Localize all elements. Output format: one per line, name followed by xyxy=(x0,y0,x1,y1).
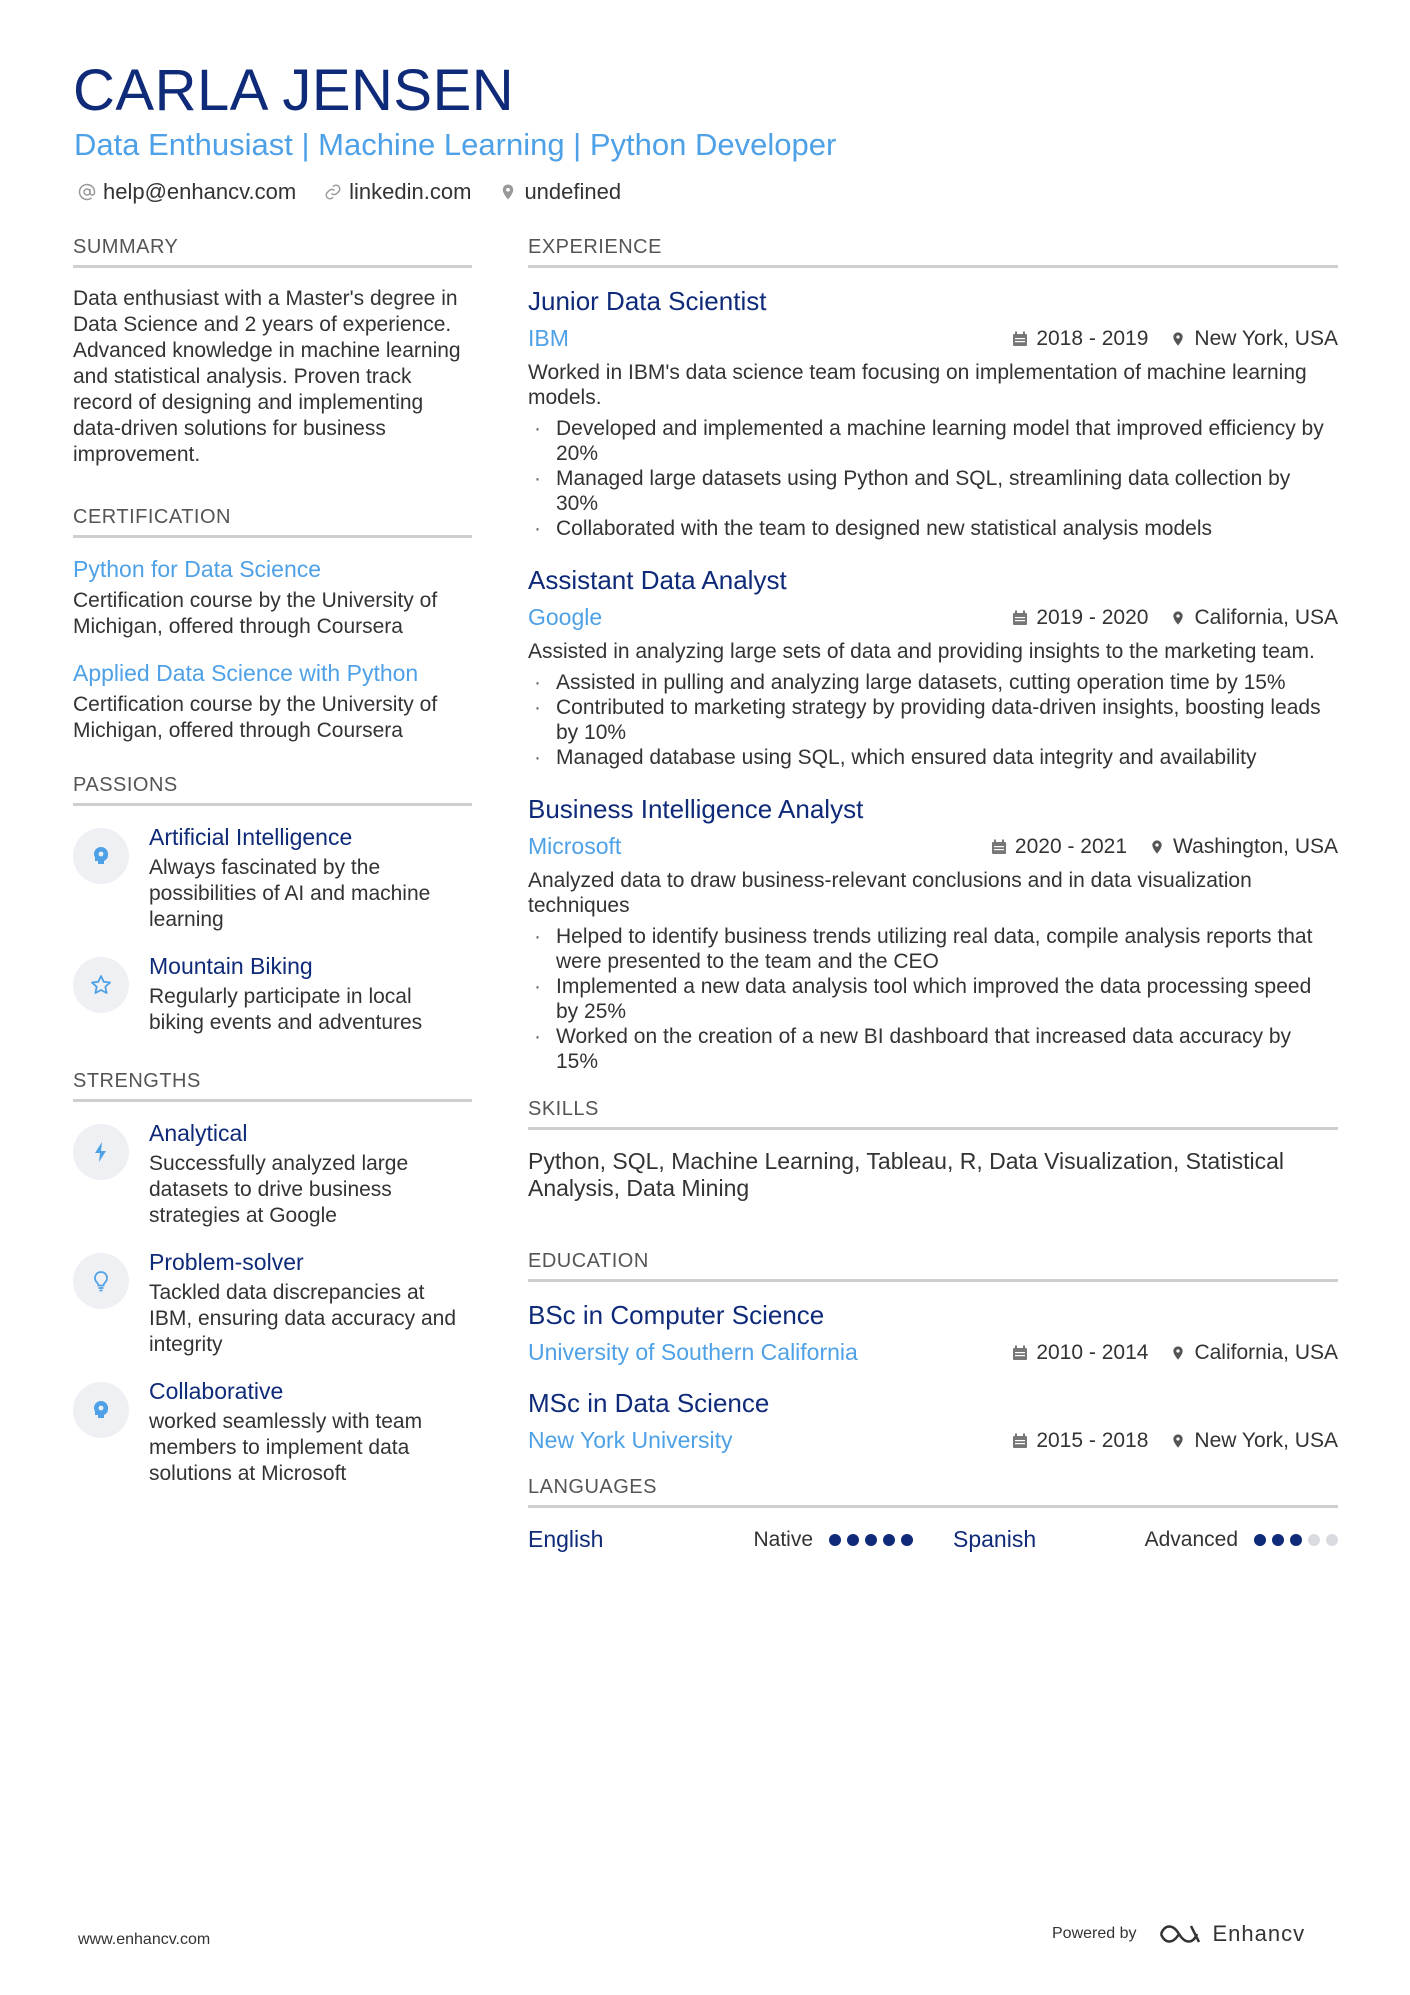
contact-bar xyxy=(78,179,621,205)
job-bullets xyxy=(528,670,1338,770)
headline: Data Enthusiast | Machine Learning | Python Developer xyxy=(74,127,837,162)
passion-name: Artificial Intelligence xyxy=(149,824,353,850)
language-level: Advanced xyxy=(1144,1527,1238,1551)
strengths-title: STRENGTHS xyxy=(73,1070,472,1102)
location-pin-icon xyxy=(499,183,517,201)
location-pin-icon xyxy=(1170,610,1186,626)
footer-branding xyxy=(1052,1921,1305,1947)
passion-desc: Always fascinated by the possibilities of AI and machine learning xyxy=(149,856,431,931)
job-bullet: · Contributed to marketing strategy by providing data-driven insights, boosting leads by 10% xyxy=(528,695,1338,745)
job-entry xyxy=(528,794,1338,1074)
job-bullet: · Managed database using SQL, which ensured data integrity and availability xyxy=(528,745,1338,770)
link-icon xyxy=(324,183,342,201)
strength-desc: Successfully analyzed large datasets to drive business strategies at Google xyxy=(149,1152,409,1227)
job-title: Assistant Data Analyst xyxy=(528,565,787,595)
rating-dot-filled xyxy=(829,1534,841,1546)
rating-dot-filled xyxy=(1272,1534,1284,1546)
contact-location xyxy=(499,179,621,205)
lightning-icon xyxy=(89,1140,113,1164)
language-rating xyxy=(1254,1534,1338,1546)
enhancv-logo-icon xyxy=(1157,1922,1203,1946)
certification-desc: Certification course by the University of Michigan, offered through Coursera xyxy=(73,693,438,742)
passion-icon-circle xyxy=(73,957,129,1013)
job-title: Junior Data Scientist xyxy=(528,286,767,316)
passion-desc: Regularly participate in local biking events and adventures xyxy=(149,985,423,1034)
education-entry xyxy=(528,1300,1338,1366)
job-location: Washington, USA xyxy=(1173,834,1338,858)
certification-item xyxy=(73,556,472,640)
location-pin-icon xyxy=(1170,331,1186,347)
calendar-icon xyxy=(991,839,1007,855)
school-name: University of Southern California xyxy=(528,1339,858,1365)
job-bullet: · Helped to identify business trends utilizing real data, compile analysis reports that were presented to the team and the CEO xyxy=(528,924,1338,974)
job-location: New York, USA xyxy=(1194,326,1338,350)
rating-dot-empty xyxy=(1308,1534,1320,1546)
job-entry xyxy=(528,565,1338,770)
school-name: New York University xyxy=(528,1427,733,1453)
strength-name: Analytical xyxy=(149,1120,248,1146)
language-level: Native xyxy=(753,1527,813,1551)
job-dates: 2018 - 2019 xyxy=(1036,326,1149,350)
location-pin-icon xyxy=(1170,1345,1186,1361)
job-dates: 2020 - 2021 xyxy=(1014,834,1128,858)
language-item xyxy=(528,1526,913,1553)
strength-desc: worked seamlessly with team members to implement data solutions at Microsoft xyxy=(149,1410,423,1485)
rating-dot-filled xyxy=(865,1534,877,1546)
rating-dot-filled xyxy=(1254,1534,1266,1546)
footer-website[interactable]: www.enhancv.com xyxy=(78,1931,211,1948)
job-bullet: · Collaborated with the team to designed new statistical analysis models xyxy=(528,516,1338,541)
calendar-icon xyxy=(1012,1433,1028,1449)
powered-by-label: Powered by xyxy=(1052,1925,1137,1942)
job-bullet: · Developed and implemented a machine learning model that improved efficiency by 20% xyxy=(528,416,1338,466)
passion-item xyxy=(73,824,472,933)
strength-desc: Tackled data discrepancies at IBM, ensuring data accuracy and integrity xyxy=(149,1281,457,1356)
strengths-section xyxy=(73,1070,472,1487)
experience-title: EXPERIENCE xyxy=(528,236,1338,268)
education-location: California, USA xyxy=(1194,1340,1338,1364)
certification-item xyxy=(73,660,472,744)
strength-name: Problem-solver xyxy=(149,1249,304,1275)
calendar-icon xyxy=(1012,1345,1028,1361)
strength-item xyxy=(73,1249,472,1358)
strength-icon-circle xyxy=(73,1124,129,1180)
job-bullet: · Managed large datasets using Python and SQL, streamlining data collection by 30% xyxy=(528,466,1338,516)
language-rating xyxy=(829,1534,913,1546)
passion-icon-circle xyxy=(73,828,129,884)
strength-name: Collaborative xyxy=(149,1378,284,1404)
skills-list: Python, SQL, Machine Learning, Tableau, R, Data Visualization, Statistical Analysis, Data Mining xyxy=(528,1148,1285,1201)
degree-name: BSc in Computer Science xyxy=(528,1300,825,1330)
star-icon xyxy=(89,973,113,997)
company-name: IBM xyxy=(528,325,569,351)
job-title: Business Intelligence Analyst xyxy=(528,794,864,824)
company-name: Microsoft xyxy=(528,833,622,859)
job-dates: 2019 - 2020 xyxy=(1036,605,1149,629)
language-name: Spanish xyxy=(953,1526,1037,1552)
summary-text: Data enthusiast with a Master's degree in Data Science and 2 years of experience. Advanced knowledge in machine learning and statistical analysis. Proven track record of designing and implementing data-driven solutions for business improvement. xyxy=(73,287,461,466)
passions-title: PASSIONS xyxy=(73,774,472,806)
at-icon xyxy=(78,183,96,201)
degree-name: MSc in Data Science xyxy=(528,1388,770,1418)
rating-dot-filled xyxy=(847,1534,859,1546)
skills-title: SKILLS xyxy=(528,1098,1338,1130)
contact-email[interactable] xyxy=(78,179,296,205)
rating-dot-filled xyxy=(901,1534,913,1546)
brain-head-icon xyxy=(89,1398,113,1422)
education-title: EDUCATION xyxy=(528,1250,1338,1282)
candidate-name: CARLA JENSEN xyxy=(73,58,515,123)
certification-section xyxy=(73,506,472,744)
summary-section xyxy=(73,236,472,468)
job-description: Assisted in analyzing large sets of data and providing insights to the marketing team. xyxy=(528,640,1315,663)
languages-section xyxy=(528,1476,1338,1553)
education-location: New York, USA xyxy=(1194,1428,1338,1452)
job-bullets xyxy=(528,924,1338,1074)
education-dates: 2015 - 2018 xyxy=(1036,1428,1149,1452)
strength-item xyxy=(73,1378,472,1487)
job-location: California, USA xyxy=(1194,605,1338,629)
brain-head-icon xyxy=(89,844,113,868)
education-entry xyxy=(528,1388,1338,1454)
skills-section xyxy=(528,1098,1338,1202)
job-bullets xyxy=(528,416,1338,541)
strength-icon-circle xyxy=(73,1382,129,1438)
contact-location-text: undefined xyxy=(524,179,622,204)
strength-item xyxy=(73,1120,472,1229)
job-bullet: · Worked on the creation of a new BI dashboard that increased data accuracy by 15% xyxy=(528,1024,1338,1074)
passion-name: Mountain Biking xyxy=(149,953,313,979)
passion-item xyxy=(73,953,472,1036)
calendar-icon xyxy=(1012,331,1028,347)
strength-icon-circle xyxy=(73,1253,129,1309)
certification-title: CERTIFICATION xyxy=(73,506,472,538)
experience-section xyxy=(528,236,1338,1074)
language-item xyxy=(953,1526,1338,1553)
lightbulb-icon xyxy=(89,1269,113,1293)
education-section xyxy=(528,1250,1338,1454)
company-name: Google xyxy=(528,604,603,630)
rating-dot-filled xyxy=(1290,1534,1302,1546)
certification-desc: Certification course by the University of Michigan, offered through Coursera xyxy=(73,589,438,638)
brand-name: Enhancv xyxy=(1212,1921,1306,1946)
summary-title: SUMMARY xyxy=(73,236,472,268)
job-bullet: · Implemented a new data analysis tool which improved the data processing speed by 25% xyxy=(528,974,1338,1024)
contact-linkedin-text: linkedin.com xyxy=(349,179,472,204)
brand-logo[interactable] xyxy=(1157,1921,1306,1947)
job-bullet: · Assisted in pulling and analyzing large datasets, cutting operation time by 15% xyxy=(528,670,1338,695)
rating-dot-empty xyxy=(1326,1534,1338,1546)
contact-linkedin[interactable] xyxy=(324,179,471,205)
passions-section xyxy=(73,774,472,1036)
location-pin-icon xyxy=(1170,1433,1186,1449)
contact-email-text: help@enhancv.com xyxy=(103,179,297,204)
rating-dot-filled xyxy=(883,1534,895,1546)
job-description: Worked in IBM's data science team focusing on implementation of machine learning models. xyxy=(528,361,1307,409)
job-description: Analyzed data to draw business-relevant conclusions and in data visualization techniques xyxy=(528,869,1252,917)
right-column xyxy=(528,236,1338,1553)
job-entry xyxy=(528,286,1338,541)
languages-title: LANGUAGES xyxy=(528,1476,1338,1508)
language-name: English xyxy=(528,1526,604,1552)
location-pin-icon xyxy=(1149,839,1165,855)
calendar-icon xyxy=(1012,610,1028,626)
certification-name: Python for Data Science xyxy=(73,556,322,582)
left-column xyxy=(73,236,472,1507)
education-dates: 2010 - 2014 xyxy=(1036,1340,1149,1364)
certification-name: Applied Data Science with Python xyxy=(73,660,419,686)
